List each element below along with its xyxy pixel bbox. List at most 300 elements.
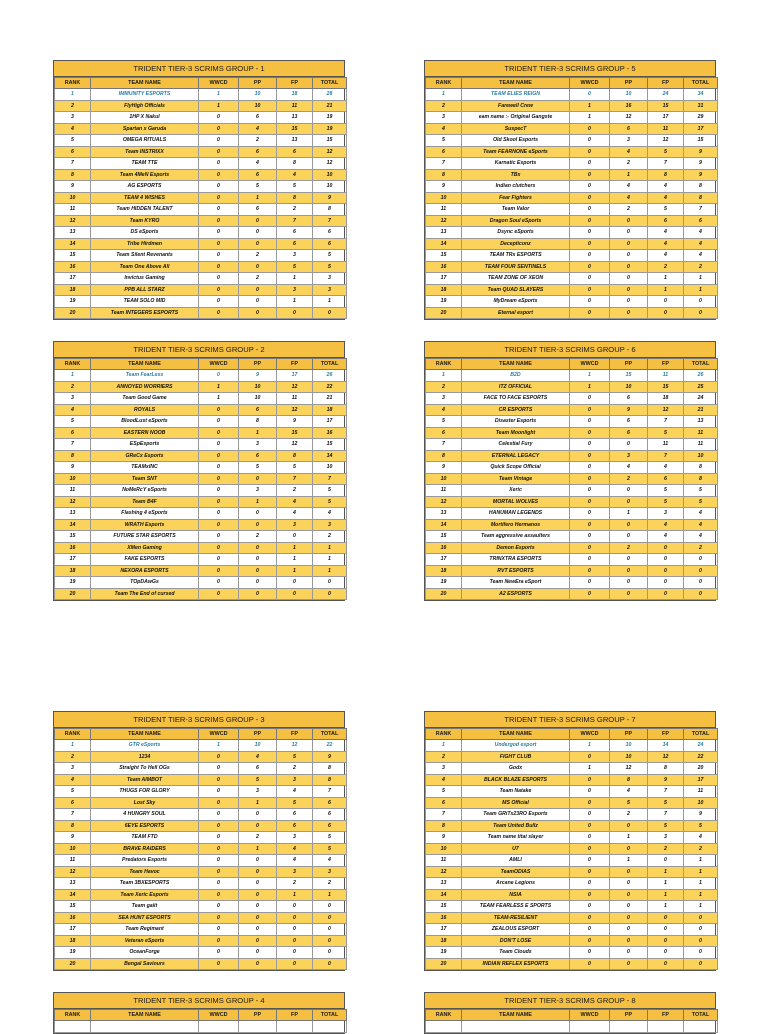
pp-cell: 0 — [239, 473, 277, 485]
wwcd-cell: 0 — [570, 393, 610, 405]
total-cell: 9 — [684, 809, 718, 821]
wwcd-cell: 0 — [199, 820, 239, 832]
fp-cell: 12 — [277, 740, 313, 752]
rank-cell: 1 — [55, 370, 91, 382]
team-name-cell: Team GRiTx23RO Esports — [462, 809, 570, 821]
total-cell: 9 — [684, 158, 718, 170]
team-name-header: TEAM NAME — [462, 78, 570, 89]
total-cell: 5 — [313, 485, 347, 497]
table-row — [55, 554, 347, 566]
table-row — [55, 296, 347, 308]
table-row — [426, 273, 718, 285]
table-row — [426, 496, 718, 508]
rank-cell: 11 — [426, 485, 462, 497]
rank-cell: 17 — [426, 924, 462, 936]
pp-cell: 0 — [610, 261, 648, 273]
rank-cell: 3 — [426, 763, 462, 775]
table-row — [55, 227, 347, 239]
fp-cell: 15 — [277, 123, 313, 135]
wwcd-cell: 0 — [199, 427, 239, 439]
rank-cell: 8 — [55, 820, 91, 832]
fp-cell: 13 — [277, 135, 313, 147]
pp-cell: 0 — [239, 935, 277, 947]
total-cell: 8 — [684, 473, 718, 485]
total-cell: 10 — [684, 450, 718, 462]
rank-cell: 10 — [55, 192, 91, 204]
rank-cell: 19 — [55, 577, 91, 589]
rank-cell: 9 — [426, 462, 462, 474]
total-cell: 4 — [684, 519, 718, 531]
team-name-cell: TEAM TTE — [91, 158, 199, 170]
pp-cell: 0 — [239, 307, 277, 319]
rank-cell: 15 — [426, 901, 462, 913]
rank-cell: 9 — [426, 832, 462, 844]
pp-cell: 1 — [239, 797, 277, 809]
pp-cell: 1 — [239, 192, 277, 204]
table-row — [55, 740, 347, 752]
fp-cell: 3 — [648, 508, 684, 520]
table-row — [426, 786, 718, 798]
rank-cell: 8 — [426, 450, 462, 462]
wwcd-cell: 0 — [199, 284, 239, 296]
fp-header: FP — [648, 1010, 684, 1021]
pp-cell: 6 — [239, 146, 277, 158]
total-cell: 13 — [684, 416, 718, 428]
team-name-header: TEAM NAME — [91, 729, 199, 740]
table-row — [55, 577, 347, 589]
total-cell: 31 — [684, 100, 718, 112]
total-cell: 4 — [684, 508, 718, 520]
team-name-cell: THUGS FOR GLORY — [91, 786, 199, 798]
rank-cell: 1 — [55, 740, 91, 752]
wwcd-cell: 0 — [199, 485, 239, 497]
total-cell: 15 — [313, 135, 347, 147]
standings-grid — [425, 358, 718, 600]
table-row — [55, 473, 347, 485]
table-row — [55, 866, 347, 878]
rank-cell: 2 — [426, 100, 462, 112]
pp-cell: 9 — [610, 404, 648, 416]
total-cell: 0 — [684, 554, 718, 566]
rank-cell: 17 — [55, 273, 91, 285]
team-name-cell: Flashing 4 eSports — [91, 508, 199, 520]
total-cell: 1 — [313, 554, 347, 566]
wwcd-cell: 0 — [199, 508, 239, 520]
fp-cell: 3 — [277, 866, 313, 878]
pp-cell: 1 — [610, 169, 648, 181]
fp-header: FP — [277, 359, 313, 370]
table-row — [55, 204, 347, 216]
group-title: TRIDENT TIER-3 SCRIMS GROUP - 5 — [425, 61, 715, 77]
total-cell: 4 — [684, 832, 718, 844]
total-cell: 9 — [684, 146, 718, 158]
rank-cell: 2 — [426, 381, 462, 393]
rank-cell: 20 — [55, 958, 91, 970]
pp-cell: 0 — [239, 284, 277, 296]
team-name-cell: Team KYRO — [91, 215, 199, 227]
fp-cell: 8 — [648, 763, 684, 775]
table-row — [55, 238, 347, 250]
fp-cell: 4 — [277, 169, 313, 181]
fp-cell: 15 — [648, 381, 684, 393]
fp-cell: 4 — [277, 855, 313, 867]
total-cell: 11 — [684, 439, 718, 451]
wwcd-cell: 0 — [199, 519, 239, 531]
header-row — [55, 78, 347, 89]
wwcd-cell: 0 — [199, 774, 239, 786]
table-row — [426, 393, 718, 405]
team-name-cell: Team FEARNONE eSports — [462, 146, 570, 158]
total-cell: 5 — [313, 832, 347, 844]
fp-cell: 12 — [648, 135, 684, 147]
standings-grid — [425, 728, 718, 970]
pp-cell: 8 — [610, 774, 648, 786]
rank-header: RANK — [55, 729, 91, 740]
standings-table-g2 — [53, 341, 345, 601]
total-cell: 12 — [313, 146, 347, 158]
fp-cell: 3 — [277, 519, 313, 531]
pp-cell: 0 — [610, 947, 648, 959]
wwcd-cell: 0 — [199, 832, 239, 844]
table-row — [55, 462, 347, 474]
team-name-cell: AMLI — [462, 855, 570, 867]
rank-cell: 3 — [55, 112, 91, 124]
total-cell: 16 — [313, 427, 347, 439]
fp-cell: 5 — [648, 820, 684, 832]
pp-cell: 0 — [610, 296, 648, 308]
pp-cell: 1 — [239, 427, 277, 439]
rank-cell: 12 — [426, 866, 462, 878]
team-name-cell: XMen Gaming — [91, 542, 199, 554]
team-name-cell: BloodLust eSports — [91, 416, 199, 428]
pp-cell: 16 — [610, 100, 648, 112]
pp-cell: 0 — [239, 809, 277, 821]
pp-cell: 10 — [239, 393, 277, 405]
team-name-cell: Dsync eSports — [462, 227, 570, 239]
fp-cell: 5 — [648, 204, 684, 216]
wwcd-cell: 0 — [199, 786, 239, 798]
wwcd-cell: 0 — [570, 238, 610, 250]
rank-cell: 19 — [426, 947, 462, 959]
fp-cell: 1 — [277, 889, 313, 901]
wwcd-header: WWCD — [570, 729, 610, 740]
team-name-cell: ESpEsports — [91, 439, 199, 451]
table-row — [426, 878, 718, 890]
wwcd-cell: 0 — [570, 809, 610, 821]
table-row — [426, 416, 718, 428]
fp-cell: 2 — [277, 878, 313, 890]
wwcd-cell: 0 — [199, 227, 239, 239]
fp-cell: 15 — [648, 100, 684, 112]
wwcd-cell: 0 — [570, 901, 610, 913]
rank-cell: 5 — [426, 786, 462, 798]
total-cell: 26 — [313, 370, 347, 382]
rank-cell: 4 — [55, 123, 91, 135]
table-row — [55, 855, 347, 867]
table-row — [55, 912, 347, 924]
pp-cell: 0 — [239, 947, 277, 959]
pp-cell: 0 — [610, 227, 648, 239]
pp-cell: 1 — [610, 508, 648, 520]
total-cell: 4 — [684, 531, 718, 543]
team-name-cell: Team Good Game — [91, 393, 199, 405]
pp-cell: 12 — [610, 763, 648, 775]
total-cell: 15 — [313, 439, 347, 451]
pp-header: PP — [610, 78, 648, 89]
table-row — [55, 947, 347, 959]
wwcd-cell: 0 — [570, 273, 610, 285]
table-row — [426, 450, 718, 462]
table-row — [426, 404, 718, 416]
team-name-cell: Team Valor — [462, 204, 570, 216]
pp-cell: 2 — [239, 250, 277, 262]
table-row — [426, 577, 718, 589]
pp-cell: 9 — [239, 370, 277, 382]
total-cell: 1 — [684, 866, 718, 878]
team-name-cell: TEAM TRx ESPORTS — [462, 250, 570, 262]
total-cell: 6 — [313, 797, 347, 809]
wwcd-cell: 0 — [199, 135, 239, 147]
team-name-cell: TEAM ELIES REIGN — [462, 89, 570, 101]
table-row — [426, 565, 718, 577]
pp-header: PP — [610, 359, 648, 370]
total-cell: 6 — [313, 820, 347, 832]
rank-cell: 7 — [426, 439, 462, 451]
rank-cell — [426, 1021, 462, 1033]
wwcd-cell: 0 — [570, 797, 610, 809]
rank-cell: 12 — [55, 496, 91, 508]
team-name-cell: TEAM SOLO MID — [91, 296, 199, 308]
pp-cell: 1 — [239, 843, 277, 855]
team-name-cell: Arcane Legions — [462, 878, 570, 890]
total-cell: 0 — [313, 924, 347, 936]
total-cell: 5 — [313, 250, 347, 262]
fp-cell: 7 — [277, 215, 313, 227]
standings-grid — [54, 728, 347, 970]
team-name-cell: 1HP X Nakul — [91, 112, 199, 124]
fp-header: FP — [648, 729, 684, 740]
table-row — [55, 100, 347, 112]
total-cell: 0 — [684, 912, 718, 924]
rank-cell: 10 — [426, 843, 462, 855]
team-name-cell: Team B4F — [91, 496, 199, 508]
wwcd-header: WWCD — [570, 78, 610, 89]
team-name-cell — [462, 1021, 570, 1033]
team-name-cell: Team Silent Revenants — [91, 250, 199, 262]
fp-cell: 0 — [648, 296, 684, 308]
fp-cell: 11 — [648, 370, 684, 382]
fp-cell: 0 — [277, 901, 313, 913]
rank-cell: 7 — [55, 439, 91, 451]
fp-cell: 18 — [648, 393, 684, 405]
team-name-cell: Team 3BXESPORTS — [91, 878, 199, 890]
total-cell: 5 — [313, 843, 347, 855]
rank-cell: 15 — [55, 531, 91, 543]
team-name-cell: DS eSports — [91, 227, 199, 239]
pp-cell: 15 — [610, 370, 648, 382]
total-cell: 1 — [684, 855, 718, 867]
rank-cell: 11 — [55, 855, 91, 867]
team-name-cell: Mortifero Hermanos — [462, 519, 570, 531]
total-header: TOTAL — [313, 359, 347, 370]
team-name-cell: Invictus Gaming — [91, 273, 199, 285]
total-cell: 9 — [684, 169, 718, 181]
rank-cell: 15 — [55, 250, 91, 262]
fp-cell: 8 — [648, 169, 684, 181]
fp-cell: 24 — [648, 89, 684, 101]
wwcd-cell: 0 — [199, 169, 239, 181]
rank-cell: 7 — [55, 809, 91, 821]
fp-cell: 0 — [277, 588, 313, 600]
total-cell: 0 — [313, 901, 347, 913]
fp-cell: 6 — [277, 809, 313, 821]
rank-cell: 2 — [426, 751, 462, 763]
rank-cell: 15 — [426, 531, 462, 543]
team-name-cell: TEAM FOUR SENTINELS — [462, 261, 570, 273]
table-row — [55, 924, 347, 936]
rank-cell: 9 — [55, 832, 91, 844]
team-name-cell: 1234 — [91, 751, 199, 763]
rank-cell: 7 — [426, 158, 462, 170]
total-cell: 0 — [684, 588, 718, 600]
group-title: TRIDENT TIER-3 SCRIMS GROUP - 2 — [54, 342, 344, 358]
rank-cell: 18 — [55, 565, 91, 577]
rank-cell: 9 — [55, 462, 91, 474]
fp-cell: 3 — [648, 832, 684, 844]
fp-cell: 6 — [648, 473, 684, 485]
fp-cell: 4 — [277, 496, 313, 508]
wwcd-cell: 0 — [570, 588, 610, 600]
pp-cell: 0 — [610, 250, 648, 262]
rank-cell: 11 — [55, 204, 91, 216]
pp-cell: 0 — [610, 565, 648, 577]
fp-cell: 4 — [648, 238, 684, 250]
total-cell: 3 — [313, 866, 347, 878]
rank-cell: 1 — [426, 740, 462, 752]
wwcd-cell: 0 — [199, 462, 239, 474]
wwcd-cell: 0 — [199, 935, 239, 947]
table-row — [426, 181, 718, 193]
table-row — [55, 261, 347, 273]
pp-cell: 4 — [239, 158, 277, 170]
rank-cell: 16 — [55, 912, 91, 924]
wwcd-cell: 0 — [570, 958, 610, 970]
wwcd-cell: 0 — [199, 797, 239, 809]
team-name-cell: B2D — [462, 370, 570, 382]
wwcd-cell: 0 — [199, 261, 239, 273]
team-name-cell: Team INTEGERS ESPORTS — [91, 307, 199, 319]
rank-cell: 18 — [55, 284, 91, 296]
wwcd-cell: 0 — [199, 809, 239, 821]
rank-cell: 14 — [55, 889, 91, 901]
total-cell: 1 — [313, 296, 347, 308]
pp-cell: 10 — [610, 751, 648, 763]
team-name-cell: Tribe Hirdmen — [91, 238, 199, 250]
pp-cell — [239, 1021, 277, 1033]
pp-cell: 6 — [610, 427, 648, 439]
total-cell: 9 — [313, 192, 347, 204]
pp-cell: 0 — [610, 519, 648, 531]
team-name-header: TEAM NAME — [462, 359, 570, 370]
table-row — [426, 820, 718, 832]
total-cell: 1 — [313, 542, 347, 554]
rank-cell: 4 — [55, 404, 91, 416]
rank-cell: 9 — [55, 181, 91, 193]
fp-cell: 13 — [277, 112, 313, 124]
team-name-cell: A2 ESPORTS — [462, 588, 570, 600]
wwcd-cell: 0 — [199, 296, 239, 308]
table-row — [55, 393, 347, 405]
rank-cell: 11 — [426, 855, 462, 867]
rank-cell: 10 — [55, 843, 91, 855]
wwcd-cell: 0 — [570, 89, 610, 101]
team-name-cell: Demon Esports — [462, 542, 570, 554]
table-row — [55, 135, 347, 147]
total-cell: 19 — [313, 112, 347, 124]
header-row — [55, 359, 347, 370]
wwcd-cell: 0 — [570, 820, 610, 832]
wwcd-cell: 0 — [199, 416, 239, 428]
total-cell: 5 — [313, 496, 347, 508]
total-cell: 21 — [313, 393, 347, 405]
wwcd-cell: 0 — [570, 192, 610, 204]
team-name-header: TEAM NAME — [91, 1010, 199, 1021]
table-row — [426, 158, 718, 170]
pp-cell: 0 — [610, 901, 648, 913]
total-cell: 0 — [313, 947, 347, 959]
rank-cell: 8 — [55, 169, 91, 181]
wwcd-cell: 0 — [199, 901, 239, 913]
total-cell: 8 — [684, 181, 718, 193]
fp-cell: 5 — [648, 146, 684, 158]
table-row — [55, 485, 347, 497]
table-row — [426, 531, 718, 543]
group-title: TRIDENT TIER-3 SCRIMS GROUP - 3 — [54, 712, 344, 728]
pp-cell: 0 — [610, 307, 648, 319]
fp-cell: 4 — [648, 192, 684, 204]
total-cell: 17 — [684, 123, 718, 135]
total-cell: 6 — [313, 227, 347, 239]
rank-cell: 12 — [55, 866, 91, 878]
fp-cell: 5 — [277, 181, 313, 193]
table-row — [426, 296, 718, 308]
rank-cell: 3 — [426, 112, 462, 124]
pp-cell: 2 — [610, 158, 648, 170]
total-cell: 6 — [313, 238, 347, 250]
fp-cell: 0 — [648, 912, 684, 924]
wwcd-cell: 0 — [570, 751, 610, 763]
rank-cell: 11 — [426, 204, 462, 216]
rank-cell: 14 — [426, 889, 462, 901]
rank-cell: 8 — [55, 450, 91, 462]
table-row — [55, 565, 347, 577]
team-name-cell: Team INSTRIXX — [91, 146, 199, 158]
rank-cell: 18 — [55, 935, 91, 947]
pp-cell: 4 — [239, 751, 277, 763]
pp-cell: 0 — [239, 565, 277, 577]
table-row — [55, 809, 347, 821]
rank-cell: 18 — [426, 565, 462, 577]
total-cell: 10 — [684, 797, 718, 809]
table-row — [426, 462, 718, 474]
header-row — [426, 1010, 718, 1021]
wwcd-cell: 0 — [199, 855, 239, 867]
table-row — [55, 169, 347, 181]
total-header: TOTAL — [684, 1010, 718, 1021]
total-cell: 3 — [313, 284, 347, 296]
pp-cell: 0 — [239, 924, 277, 936]
table-row — [426, 1021, 718, 1033]
